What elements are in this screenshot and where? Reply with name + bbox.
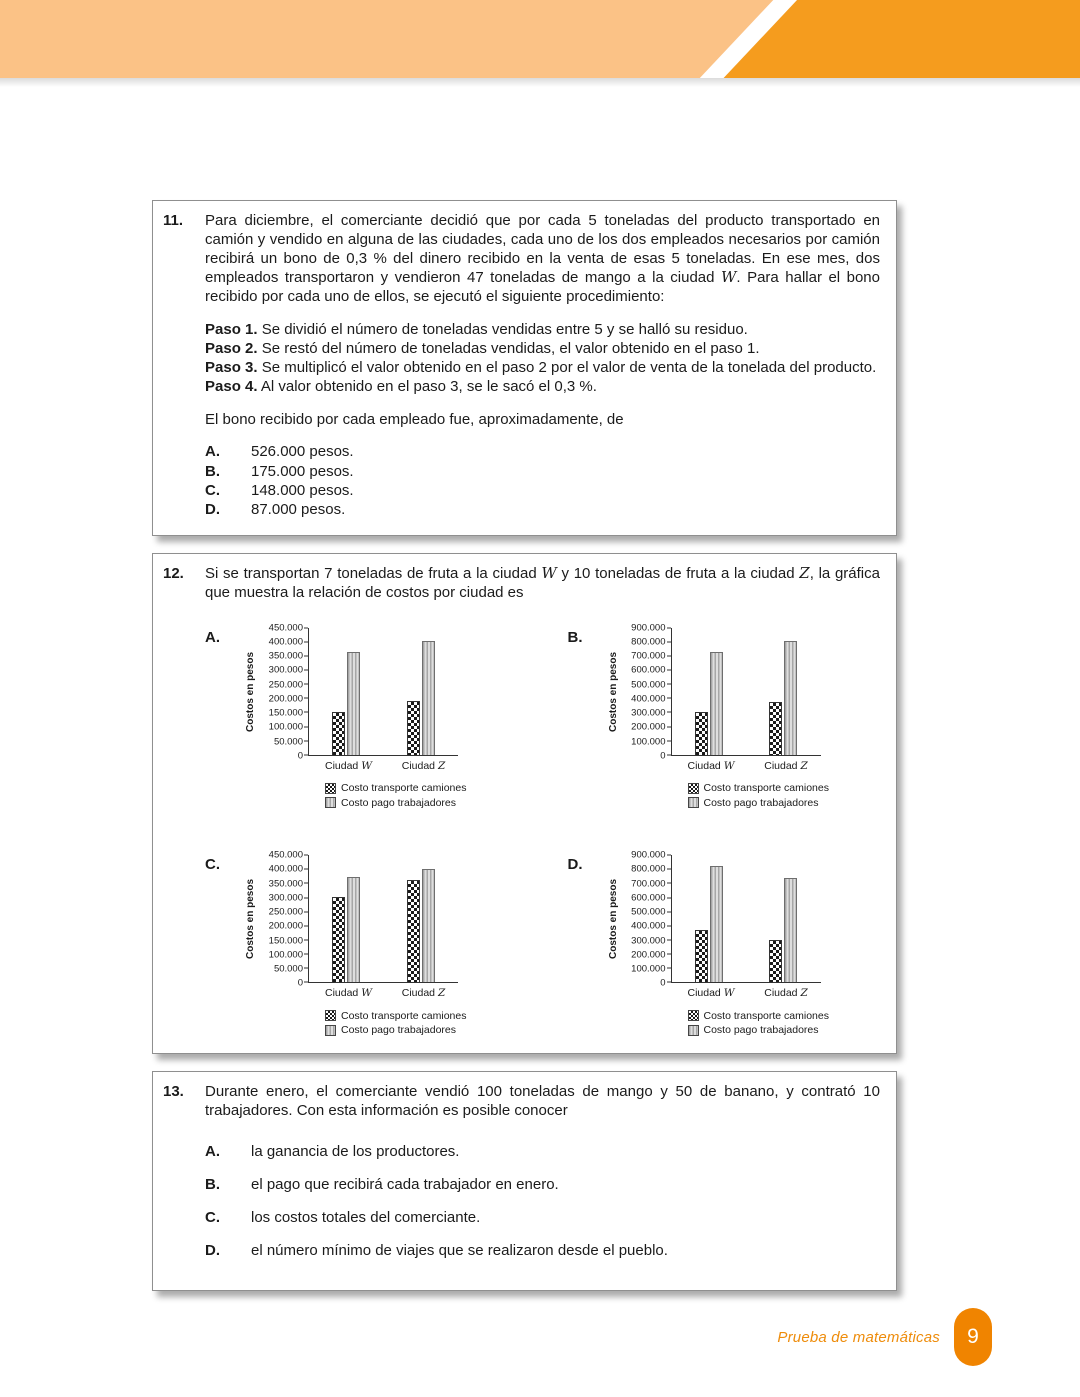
option-letter: A. xyxy=(205,1142,220,1160)
option-row xyxy=(205,442,880,461)
legend-row xyxy=(688,782,829,795)
answer-options xyxy=(205,1142,880,1260)
y-tick-label: 100.000 xyxy=(631,735,666,747)
chart-option-letter: D. xyxy=(567,856,583,874)
text-run: , la gráfica que muestra la relación de costos por ciudad es xyxy=(205,564,880,601)
category-label xyxy=(386,760,461,773)
category-labels xyxy=(674,760,824,773)
step-label: Paso 2. xyxy=(205,340,258,358)
question-number: 12. xyxy=(163,564,184,582)
y-tick-label: 200.000 xyxy=(631,949,666,961)
category-text: Ciudad xyxy=(325,987,362,1000)
y-tick-mark xyxy=(667,726,671,727)
legend-row xyxy=(325,782,466,795)
math-variable: Z xyxy=(800,759,808,772)
y-tick-mark xyxy=(304,939,308,940)
bar-chart xyxy=(607,849,829,1037)
chart-option-letter: A. xyxy=(205,628,220,646)
y-tick-label: 0 xyxy=(297,977,303,989)
step-text: Se dividió el número de toneladas vendidas entre 5 y se halló su residuo. xyxy=(257,321,748,339)
category-labels xyxy=(311,760,461,773)
bar-group xyxy=(384,855,459,982)
question-prompt: El bono recibido por cada empleado fue, aproximadamente, de xyxy=(205,411,624,429)
option-letter: B. xyxy=(205,462,220,480)
y-tick-label: 600.000 xyxy=(631,664,666,676)
page-number: 9 xyxy=(967,1325,979,1348)
bar-costo-transporte xyxy=(332,897,345,982)
y-tick-mark xyxy=(667,897,671,898)
bar-group xyxy=(746,628,821,755)
legend-label: Costo transporte camiones xyxy=(703,782,829,795)
question-box-13 xyxy=(152,1071,897,1291)
plot-area xyxy=(671,628,821,756)
legend-swatch-pago xyxy=(325,1025,336,1036)
step-text: Al valor obtenido en el paso 3, se le sacó el 0,3 %. xyxy=(257,378,597,396)
y-tick-mark xyxy=(304,627,308,628)
y-tick-mark xyxy=(667,641,671,642)
legend-label: Costo pago trabajadores xyxy=(703,796,819,809)
y-tick-label: 400.000 xyxy=(631,920,666,932)
y-tick-label: 300.000 xyxy=(268,892,303,904)
y-axis-title: Costos en pesos xyxy=(607,651,619,732)
y-tick-label: 450.000 xyxy=(268,849,303,861)
y-tick-label: 500.000 xyxy=(631,906,666,918)
question-box-11 xyxy=(152,200,897,536)
procedure-step xyxy=(205,358,880,377)
bar-costo-pago xyxy=(422,641,435,755)
option-letter: D. xyxy=(205,500,220,518)
bar-costo-pago xyxy=(347,652,360,754)
legend-row xyxy=(325,1024,466,1037)
option-row xyxy=(205,462,880,481)
legend-swatch-transporte xyxy=(688,783,699,794)
question-box-12 xyxy=(152,553,897,1054)
legend-label: Costo transporte camiones xyxy=(341,1009,467,1022)
math-variable: Z xyxy=(437,759,446,772)
y-tick-mark xyxy=(667,968,671,969)
y-tick-mark xyxy=(304,726,308,727)
y-tick-label: 900.000 xyxy=(631,849,666,861)
y-tick-mark xyxy=(667,754,671,755)
y-tick-mark xyxy=(304,641,308,642)
math-variable: W xyxy=(361,987,372,1000)
bar-group xyxy=(672,628,747,755)
y-tick-mark xyxy=(667,925,671,926)
bar-group xyxy=(309,628,384,755)
option-letter: D. xyxy=(205,1242,220,1260)
text-run: Si se transportan 7 toneladas de fruta a la ciudad xyxy=(205,564,542,582)
option-text: 175.000 pesos. xyxy=(251,462,354,480)
category-text: Ciudad xyxy=(764,987,801,1000)
question-text xyxy=(205,564,880,602)
y-tick-label: 350.000 xyxy=(268,877,303,889)
option-row xyxy=(205,1241,880,1260)
question-body xyxy=(205,1082,880,1274)
y-tick-label: 250.000 xyxy=(268,906,303,918)
option-text: la ganancia de los productores. xyxy=(251,1142,460,1160)
y-tick-label: 400.000 xyxy=(268,636,303,648)
option-text: los costos totales del comerciante. xyxy=(251,1208,481,1226)
legend-row xyxy=(688,797,829,810)
y-axis-title: Costos en pesos xyxy=(245,879,256,960)
y-tick-mark xyxy=(304,655,308,656)
category-label xyxy=(749,987,824,1000)
bar-costo-pago xyxy=(710,866,723,983)
y-tick-label: 400.000 xyxy=(268,863,303,875)
procedure-step xyxy=(205,339,880,358)
y-tick-mark xyxy=(667,939,671,940)
bar-costo-pago xyxy=(347,877,360,982)
chart-axis-area xyxy=(245,622,466,761)
y-tick-mark xyxy=(667,982,671,983)
y-tick-mark xyxy=(667,698,671,699)
y-tick-label: 0 xyxy=(660,750,666,761)
chart-legend xyxy=(688,1010,829,1037)
y-tick-label: 200.000 xyxy=(268,920,303,932)
category-text: Ciudad xyxy=(401,987,438,1000)
bar-costo-transporte xyxy=(332,712,345,755)
category-label xyxy=(674,987,749,1000)
option-letter: B. xyxy=(205,1175,220,1193)
legend-label: Costo transporte camiones xyxy=(703,1009,829,1022)
chart-axis-area xyxy=(245,849,466,989)
category-label xyxy=(386,987,461,1000)
y-tick-label: 50.000 xyxy=(273,735,303,747)
y-tick-label: 100.000 xyxy=(268,721,303,733)
y-axis-title: Costos en pesos xyxy=(607,879,619,960)
y-tick-label: 150.000 xyxy=(268,707,303,719)
bar-costo-transporte xyxy=(769,702,782,755)
bar-chart xyxy=(245,622,467,810)
text-run: Para diciembre, el comerciante decidió que por cada 5 toneladas del producto transportado en camión y vendido en alguna de las ciudades, cada uno de los dos empleados necesarios por camión recibirá un bono de 0,3 % del dinero recibido en la venta de esas 5 toneladas. En ese mes, dos empleados transportaron y vendieron 47 toneladas de mango a la ciudad xyxy=(205,212,880,287)
step-text: Se restó del número de toneladas vendidas, el valor obtenido en el paso 1. xyxy=(257,340,760,358)
y-tick-label: 800.000 xyxy=(631,636,666,648)
y-tick-label: 700.000 xyxy=(631,877,666,889)
procedure-steps xyxy=(205,320,880,396)
bar-chart xyxy=(607,622,829,810)
plot-area xyxy=(671,855,821,983)
bar-costo-pago xyxy=(784,641,797,755)
y-tick-label: 0 xyxy=(660,977,666,989)
procedure-step xyxy=(205,320,880,339)
category-label xyxy=(311,760,386,773)
category-label xyxy=(674,760,749,773)
y-tick-mark xyxy=(304,869,308,870)
option-row xyxy=(205,1175,880,1194)
step-label: Paso 3. xyxy=(205,359,258,377)
math-variable: W xyxy=(723,759,735,772)
y-tick-label: 0 xyxy=(297,750,303,761)
option-letter: C. xyxy=(205,1208,220,1226)
y-tick-mark xyxy=(304,968,308,969)
plot-area xyxy=(308,628,458,756)
chart-option-b xyxy=(567,622,881,810)
legend-row xyxy=(325,797,466,810)
math-variable: W xyxy=(361,759,372,772)
y-tick-label: 200.000 xyxy=(631,721,666,733)
option-text: 87.000 pesos. xyxy=(251,500,346,518)
chart-axis-area xyxy=(607,622,829,761)
legend-swatch-transporte xyxy=(325,783,336,794)
legend-row xyxy=(325,1010,466,1023)
y-tick-label: 800.000 xyxy=(631,863,666,875)
option-letter: A. xyxy=(205,443,220,461)
category-text: Ciudad xyxy=(687,987,724,1000)
math-variable: Z xyxy=(437,987,446,1000)
option-row xyxy=(205,500,880,519)
y-tick-mark xyxy=(667,655,671,656)
legend-label: Costo pago trabajadores xyxy=(341,1024,456,1037)
bar-group xyxy=(672,855,747,982)
y-tick-mark xyxy=(304,754,308,755)
category-labels xyxy=(311,987,461,1000)
legend-swatch-pago xyxy=(688,797,699,808)
legend-swatch-pago xyxy=(325,797,336,808)
y-tick-label: 600.000 xyxy=(631,892,666,904)
y-tick-mark xyxy=(667,911,671,912)
step-text: Se multiplicó el valor obtenido en el paso 2 por el valor de venta de la tonelada del producto. xyxy=(257,359,877,377)
y-tick-mark xyxy=(667,740,671,741)
category-labels xyxy=(674,987,824,1000)
y-tick-label: 900.000 xyxy=(631,622,666,633)
answer-options xyxy=(205,442,880,518)
question-number: 13. xyxy=(163,1082,184,1100)
text-run: Durante enero, el comerciante vendió 100 toneladas de mango y 50 de banano, y contrató 10 trabajadores. Con esta información es posible conocer xyxy=(205,1082,880,1119)
legend-row xyxy=(688,1024,829,1037)
bar-chart xyxy=(245,849,467,1037)
bar-group xyxy=(384,628,459,755)
category-text: Ciudad xyxy=(325,759,362,772)
y-axis-title: Costos en pesos xyxy=(245,651,256,732)
y-tick-label: 250.000 xyxy=(268,678,303,690)
y-tick-label: 100.000 xyxy=(631,963,666,975)
bar-costo-transporte xyxy=(769,940,782,983)
y-tick-mark xyxy=(667,627,671,628)
y-tick-mark xyxy=(304,883,308,884)
y-tick-label: 300.000 xyxy=(631,934,666,946)
y-tick-mark xyxy=(667,883,671,884)
y-tick-mark xyxy=(304,740,308,741)
math-variable: Z xyxy=(799,563,810,582)
option-row xyxy=(205,1208,880,1227)
bar-costo-transporte xyxy=(407,701,420,755)
y-tick-label: 500.000 xyxy=(631,678,666,690)
header-band xyxy=(0,0,1080,78)
legend-label: Costo transporte camiones xyxy=(341,782,467,795)
step-label: Paso 4. xyxy=(205,378,258,396)
page-number-tab xyxy=(954,1308,992,1366)
legend-label: Costo pago trabajadores xyxy=(341,796,456,809)
question-text xyxy=(205,1082,880,1120)
bar-costo-pago xyxy=(422,869,435,983)
legend-label: Costo pago trabajadores xyxy=(703,1024,819,1037)
chart-legend xyxy=(688,782,829,809)
y-tick-mark xyxy=(304,670,308,671)
procedure-step xyxy=(205,377,880,396)
y-tick-label: 150.000 xyxy=(268,934,303,946)
y-tick-label: 450.000 xyxy=(268,622,303,633)
y-axis-ticks xyxy=(619,622,671,761)
y-tick-label: 300.000 xyxy=(268,664,303,676)
category-text: Ciudad xyxy=(764,759,801,772)
page-footer xyxy=(0,1308,1080,1366)
y-tick-mark xyxy=(667,954,671,955)
text-run: . Para hallar el bono recibido por cada uno de ellos, se ejecutó el siguiente procedimiento: xyxy=(205,269,880,306)
y-tick-label: 100.000 xyxy=(268,949,303,961)
header-dark-corner xyxy=(0,0,1080,78)
question-body xyxy=(205,564,880,1037)
y-tick-mark xyxy=(667,855,671,856)
y-tick-mark xyxy=(304,684,308,685)
chart-option-letter: B. xyxy=(567,628,583,646)
charts-grid xyxy=(205,622,880,1037)
y-tick-label: 300.000 xyxy=(631,707,666,719)
legend-swatch-transporte xyxy=(688,1010,699,1021)
plot-area xyxy=(308,855,458,983)
chart-option-c xyxy=(205,849,518,1037)
y-tick-mark xyxy=(667,670,671,671)
bar-costo-transporte xyxy=(695,712,708,755)
bar-costo-transporte xyxy=(695,930,708,983)
question-number: 11. xyxy=(163,212,184,229)
y-tick-mark xyxy=(667,712,671,713)
y-axis-ticks xyxy=(619,849,671,989)
bar-costo-transporte xyxy=(407,880,420,982)
bar-group xyxy=(746,855,821,982)
y-tick-label: 50.000 xyxy=(273,963,303,975)
chart-legend xyxy=(325,1010,466,1037)
math-variable: Z xyxy=(800,987,808,1000)
y-tick-label: 700.000 xyxy=(631,650,666,662)
legend-swatch-pago xyxy=(688,1025,699,1036)
y-tick-mark xyxy=(304,982,308,983)
bar-costo-pago xyxy=(784,878,797,982)
y-tick-mark xyxy=(304,925,308,926)
math-variable: W xyxy=(541,563,557,582)
y-tick-mark xyxy=(304,897,308,898)
chart-option-a xyxy=(205,622,518,810)
y-tick-mark xyxy=(667,869,671,870)
option-row xyxy=(205,1142,880,1161)
chart-option-d xyxy=(567,849,881,1037)
category-text: Ciudad xyxy=(401,759,438,772)
y-tick-label: 400.000 xyxy=(631,693,666,705)
y-tick-label: 200.000 xyxy=(268,693,303,705)
legend-row xyxy=(688,1010,829,1023)
y-tick-mark xyxy=(304,954,308,955)
option-text: 148.000 pesos. xyxy=(251,481,354,499)
footer-title: Prueba de matemáticas xyxy=(777,1328,940,1346)
category-text: Ciudad xyxy=(687,759,724,772)
y-tick-mark xyxy=(304,855,308,856)
category-label xyxy=(749,760,824,773)
bar-group xyxy=(309,855,384,982)
math-variable: W xyxy=(723,987,735,1000)
math-variable: W xyxy=(720,268,737,287)
option-row xyxy=(205,481,880,500)
y-tick-mark xyxy=(304,911,308,912)
option-text: el número mínimo de viajes que se realizaron desde el pueblo. xyxy=(251,1242,668,1260)
step-label: Paso 1. xyxy=(205,321,258,339)
legend-swatch-transporte xyxy=(325,1010,336,1021)
chart-axis-area xyxy=(607,849,829,989)
y-axis-ticks xyxy=(256,849,308,989)
chart-option-letter: C. xyxy=(205,856,220,874)
y-tick-mark xyxy=(667,684,671,685)
option-text: el pago que recibirá cada trabajador en enero. xyxy=(251,1175,559,1193)
bar-costo-pago xyxy=(710,652,723,754)
chart-legend xyxy=(325,782,466,809)
y-axis-ticks xyxy=(256,622,308,761)
y-tick-mark xyxy=(304,712,308,713)
category-label xyxy=(311,987,386,1000)
option-text: 526.000 pesos. xyxy=(251,443,354,461)
question-body xyxy=(205,211,880,519)
y-tick-mark xyxy=(304,698,308,699)
question-text xyxy=(205,211,880,306)
y-tick-label: 350.000 xyxy=(268,650,303,662)
text-run: y 10 toneladas de fruta a la ciudad xyxy=(556,564,800,582)
option-letter: C. xyxy=(205,481,220,499)
